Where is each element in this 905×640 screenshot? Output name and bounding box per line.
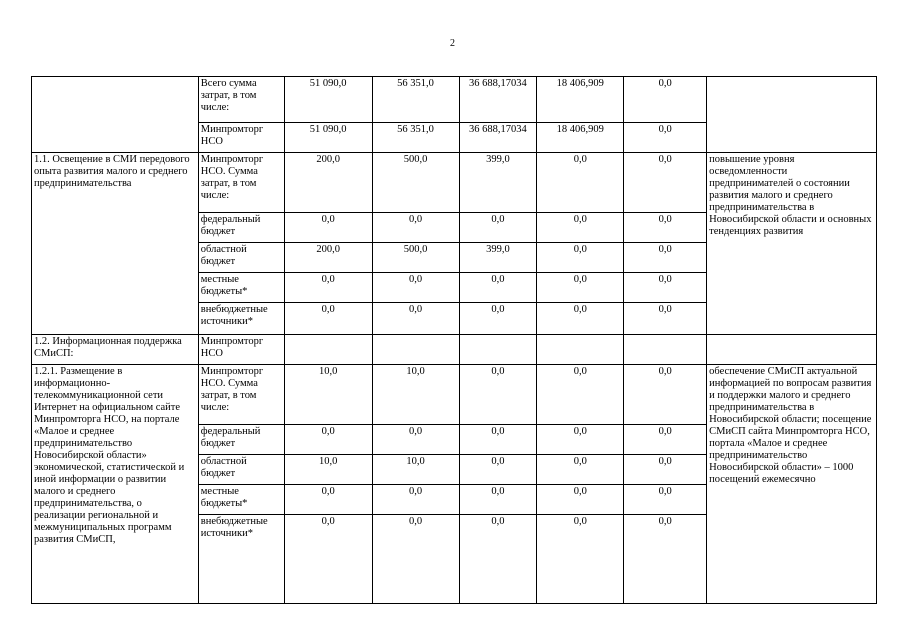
funding-source-cell: местные бюджеты* — [198, 273, 284, 303]
value-cell: 399,0 — [459, 153, 537, 213]
value-cell: 36 688,17034 — [459, 123, 537, 153]
value-cell: 51 090,0 — [284, 77, 372, 123]
value-cell: 51 090,0 — [284, 123, 372, 153]
value-cell: 56 351,0 — [372, 77, 459, 123]
value-cell: 0,0 — [459, 515, 537, 604]
funding-source-cell: внебюджетные источники* — [198, 515, 284, 604]
value-cell: 200,0 — [284, 153, 372, 213]
value-cell: 0,0 — [537, 213, 624, 243]
activity-cell: 1.2.1. Размещение в информационно-телекоммуникационной сети Интернет на официальном сайте Минпромторга НСО, на портале «Малое и среднее предпринимательство Новосибирской области» экономической, статистической и иной информации о развитии малого и среднего предпринимательства, о реализации региональной и межмуниципальных программ развития СМиСП, — [32, 365, 199, 604]
value-cell: 0,0 — [537, 455, 624, 485]
value-cell: 0,0 — [537, 153, 624, 213]
funding-source-cell: федеральный бюджет — [198, 425, 284, 455]
value-cell — [284, 335, 372, 365]
value-cell: 0,0 — [624, 153, 707, 213]
value-cell: 0,0 — [624, 273, 707, 303]
value-cell: 399,0 — [459, 243, 537, 273]
value-cell: 500,0 — [372, 243, 459, 273]
table-row — [32, 365, 877, 425]
value-cell: 0,0 — [537, 485, 624, 515]
value-cell: 0,0 — [624, 213, 707, 243]
result-cell: обеспечение СМиСП актуальной информацией по вопросам развития и поддержки малого и среднего предпринимательства в Новосибирской области; посещение СМиСП сайта Минпромторга НСО, портала «Малое и среднее предпринимательство Новосибирской области» – 1000 посещений ежемесячно — [707, 365, 877, 604]
value-cell: 0,0 — [372, 485, 459, 515]
value-cell — [624, 335, 707, 365]
value-cell: 0,0 — [537, 243, 624, 273]
value-cell: 0,0 — [372, 273, 459, 303]
value-cell — [372, 335, 459, 365]
value-cell: 10,0 — [284, 365, 372, 425]
value-cell: 0,0 — [624, 425, 707, 455]
value-cell: 0,0 — [284, 273, 372, 303]
funding-source-cell: Всего сумма затрат, в том числе: — [198, 77, 284, 123]
value-cell: 0,0 — [537, 303, 624, 335]
value-cell: 0,0 — [372, 213, 459, 243]
value-cell: 0,0 — [459, 213, 537, 243]
table-row — [32, 77, 877, 123]
value-cell — [537, 335, 624, 365]
value-cell: 0,0 — [284, 303, 372, 335]
value-cell: 18 406,909 — [537, 123, 624, 153]
value-cell: 10,0 — [372, 365, 459, 425]
value-cell: 0,0 — [624, 485, 707, 515]
value-cell: 0,0 — [459, 273, 537, 303]
value-cell: 0,0 — [537, 365, 624, 425]
funding-source-cell: федеральный бюджет — [198, 213, 284, 243]
funding-source-cell: местные бюджеты* — [198, 485, 284, 515]
funding-source-cell: внебюджетные источники* — [198, 303, 284, 335]
table-row — [32, 153, 877, 213]
funding-source-cell: Минпромторг НСО. Сумма затрат, в том числе: — [198, 365, 284, 425]
value-cell: 0,0 — [459, 485, 537, 515]
value-cell: 10,0 — [284, 455, 372, 485]
value-cell: 0,0 — [284, 485, 372, 515]
value-cell: 0,0 — [624, 515, 707, 604]
value-cell: 200,0 — [284, 243, 372, 273]
value-cell: 0,0 — [537, 425, 624, 455]
value-cell: 18 406,909 — [537, 77, 624, 123]
value-cell: 0,0 — [624, 77, 707, 123]
value-cell: 0,0 — [624, 455, 707, 485]
activity-cell: 1.1. Освещение в СМИ передового опыта развития малого и среднего предпринимательства — [32, 153, 199, 335]
activity-cell: 1.2. Информационная поддержка СМиСП: — [32, 335, 199, 365]
program-activities-table — [31, 76, 877, 604]
value-cell — [459, 335, 537, 365]
value-cell: 36 688,17034 — [459, 77, 537, 123]
result-cell: повышение уровня осведомленности предпринимателей о состоянии развития малого и среднего предпринимательства в Новосибирской области и основных тенденциях развития — [707, 153, 877, 335]
value-cell: 0,0 — [284, 213, 372, 243]
value-cell: 0,0 — [372, 303, 459, 335]
value-cell: 0,0 — [459, 425, 537, 455]
funding-source-cell: Минпромторг НСО — [198, 335, 284, 365]
funding-source-cell: областной бюджет — [198, 455, 284, 485]
value-cell: 56 351,0 — [372, 123, 459, 153]
value-cell: 0,0 — [537, 273, 624, 303]
value-cell: 0,0 — [624, 243, 707, 273]
page-number: 2 — [450, 38, 455, 49]
value-cell: 0,0 — [284, 515, 372, 604]
value-cell: 0,0 — [372, 425, 459, 455]
result-cell — [707, 335, 877, 365]
value-cell: 0,0 — [624, 303, 707, 335]
value-cell: 500,0 — [372, 153, 459, 213]
value-cell: 0,0 — [459, 303, 537, 335]
funding-source-cell: областной бюджет — [198, 243, 284, 273]
funding-source-cell: Минпромторг НСО. Сумма затрат, в том числе: — [198, 153, 284, 213]
value-cell: 10,0 — [372, 455, 459, 485]
value-cell: 0,0 — [284, 425, 372, 455]
value-cell: 0,0 — [459, 455, 537, 485]
value-cell: 0,0 — [624, 365, 707, 425]
funding-source-cell: Минпромторг НСО — [198, 123, 284, 153]
value-cell: 0,0 — [459, 365, 537, 425]
value-cell: 0,0 — [537, 515, 624, 604]
activity-cell — [32, 77, 199, 153]
value-cell: 0,0 — [372, 515, 459, 604]
value-cell: 0,0 — [624, 123, 707, 153]
result-cell — [707, 77, 877, 153]
table-row — [32, 335, 877, 365]
